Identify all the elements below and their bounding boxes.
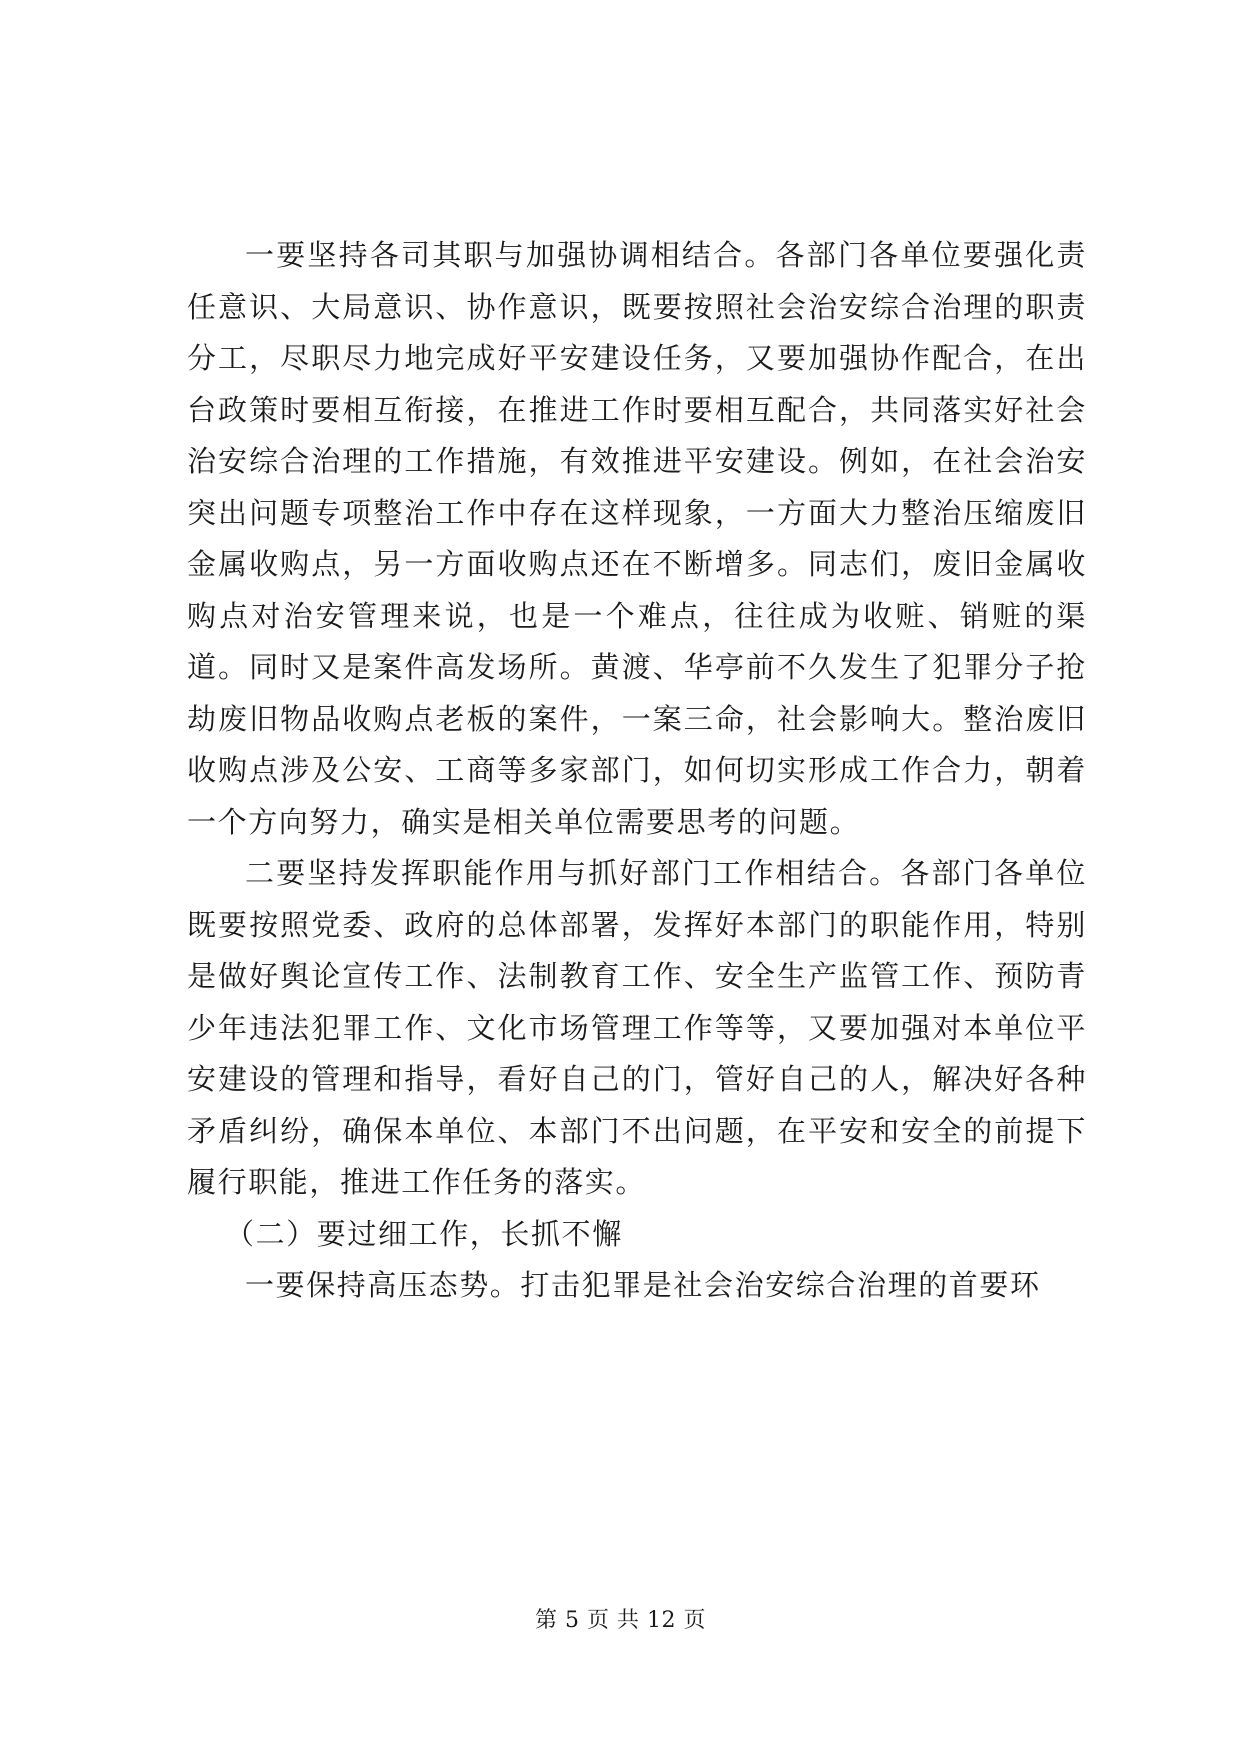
paragraph-3: 一要保持高压态势。打击犯罪是社会治安综合治理的首要环 [245, 1268, 1041, 1302]
document-body [187, 230, 1087, 1312]
section-heading: （二）要过细工作，长抓不懈 [225, 1216, 623, 1251]
page-footer: 第 5 页 共 12 页 [535, 1608, 706, 1633]
paragraph-2: 二要坚持发挥职能作用与抓好部门工作相结合。各部门各单位既要按照党委、政府的总体部署，发挥好本部门的职能作用，特别是做好舆论宣传工作、法制教育工作、安全生产监管工作、预防青少年违法犯罪工作、文化市场管理工作等等，又要加强对本单位平安建设的管理和指导，看好自己的门，管好自己的人，解决好各种矛盾纠纷，确保本单位、本部门不出问题，在平安和安全的前提下履行职能，推进工作任务的落实。 [187, 856, 1087, 1199]
paragraph-1: 一要坚持各司其职与加强协调相结合。各部门各单位要强化责任意识、大局意识、协作意识，既要按照社会治安综合治理的职责分工，尽职尽力地完成好平安建设任务，又要加强协作配合，在出台政策时要相互衔接，在推进工作时要相互配合，共同落实好社会治安综合治理的工作措施，有效推进平安建设。例如，在社会治安突出问题专项整治工作中存在这样现象，一方面大力整治压缩废旧金属收购点，另一方面收购点还在不断增多。同志们，废旧金属收购点对治安管理来说，也是一个难点，往往成为收赃、销赃的渠道。同时又是案件高发场所。黄渡、华亭前不久发生了犯罪分子抢劫废旧物品收购点老板的案件，一案三命，社会影响大。整治废旧收购点涉及公安、工商等多家部门，如何切实形成工作合力，朝着一个方向努力，确实是相关单位需要思考的问题。 [187, 238, 1087, 839]
